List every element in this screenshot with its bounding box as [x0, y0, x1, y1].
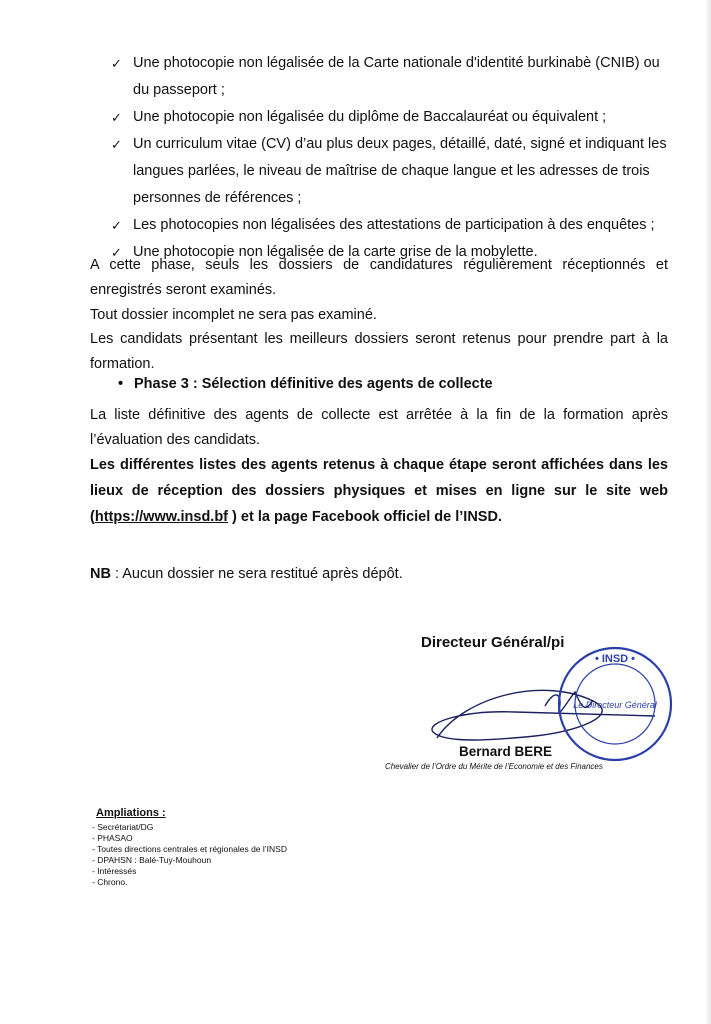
bullet-icon: •	[118, 376, 124, 392]
nb-note: NB : Aucun dossier ne sera restitué après dépôt.	[90, 566, 403, 582]
checklist-item: ✓ Un curriculum vitae (CV) d’au plus deux pages, détaillé, daté, signé et indiquant les langues parlées, le niveau de maîtrise de chaque langue et les adresses de trois personnes de références ;	[111, 131, 671, 212]
paragraph-selection: Les candidats présentant les meilleurs dossiers seront retenus pour prendre part à la formation.	[90, 331, 668, 372]
checkmark-icon: ✓	[111, 56, 122, 71]
director-title: Directeur Général/pi	[421, 634, 565, 651]
checkmark-icon: ✓	[111, 137, 122, 152]
signature-scribble	[432, 690, 655, 740]
signer-distinction: Chevalier de l’Ordre du Mérite de l’Economie et des Finances	[385, 762, 603, 771]
paragraph-final-list: La liste définitive des agents de collecte est arrêtée à la fin de la formation après l’évaluation des candidats.	[90, 407, 668, 448]
checkmark-icon: ✓	[111, 218, 122, 233]
list-item: - Chrono.	[92, 877, 128, 887]
checklist-item: ✓ Une photocopie non légalisée du diplôme de Baccalauréat ou équivalent ;	[111, 104, 671, 131]
checklist-item: ✓ Une photocopie non légalisée de la Carte nationale d'identité burkinabè (CNIB) ou du passeport ;	[111, 50, 671, 104]
checklist-item: ✓ Les photocopies non légalisées des attestations de participation à des enquêtes ;	[111, 212, 671, 239]
paragraph-incomplete: Tout dossier incomplet ne sera pas examiné.	[90, 307, 377, 323]
ampliations-title: Ampliations :	[96, 807, 166, 819]
stamp-top-text: • INSD •	[594, 653, 636, 665]
page-edge	[705, 0, 711, 1024]
insd-website-link[interactable]: https://www.insd.bf	[94, 509, 229, 525]
phase-3-heading: • Phase 3 : Sélection définitive des agents de collecte	[118, 376, 493, 392]
ampliations-list	[92, 822, 287, 888]
notice-paragraph: Les différentes listes des agents retenus à chaque étape seront affichées dans les lieux de réception des dossiers physiques et mises en ligne sur le site web (https://www.insd.bf ) et la page Facebook officiel de l’INSD.	[90, 457, 668, 525]
list-item: - Toutes directions centrales et régionales de l’INSD	[92, 844, 287, 854]
checkmark-icon: ✓	[111, 110, 122, 125]
list-item: - Intéressés	[92, 866, 137, 876]
list-item: - PHASAO	[92, 833, 133, 843]
checklist-item: ✓ Une photocopie non légalisée de la carte grise de la mobylette.	[111, 239, 671, 266]
checkmark-icon: ✓	[111, 245, 122, 260]
signer-name: Bernard BERE	[459, 744, 553, 759]
list-item: - Secrétariat/DG	[92, 822, 154, 832]
list-item: - DPAHSN : Balé-Tuy-Mouhoun	[92, 855, 212, 865]
document-checklist	[111, 50, 671, 266]
paragraph-review: A cette phase, seuls les dossiers de candidatures régulièrement réceptionnés et enregistrés seront examinés.	[90, 257, 668, 298]
stamp-center-text: Le Directeur Général	[573, 700, 657, 710]
